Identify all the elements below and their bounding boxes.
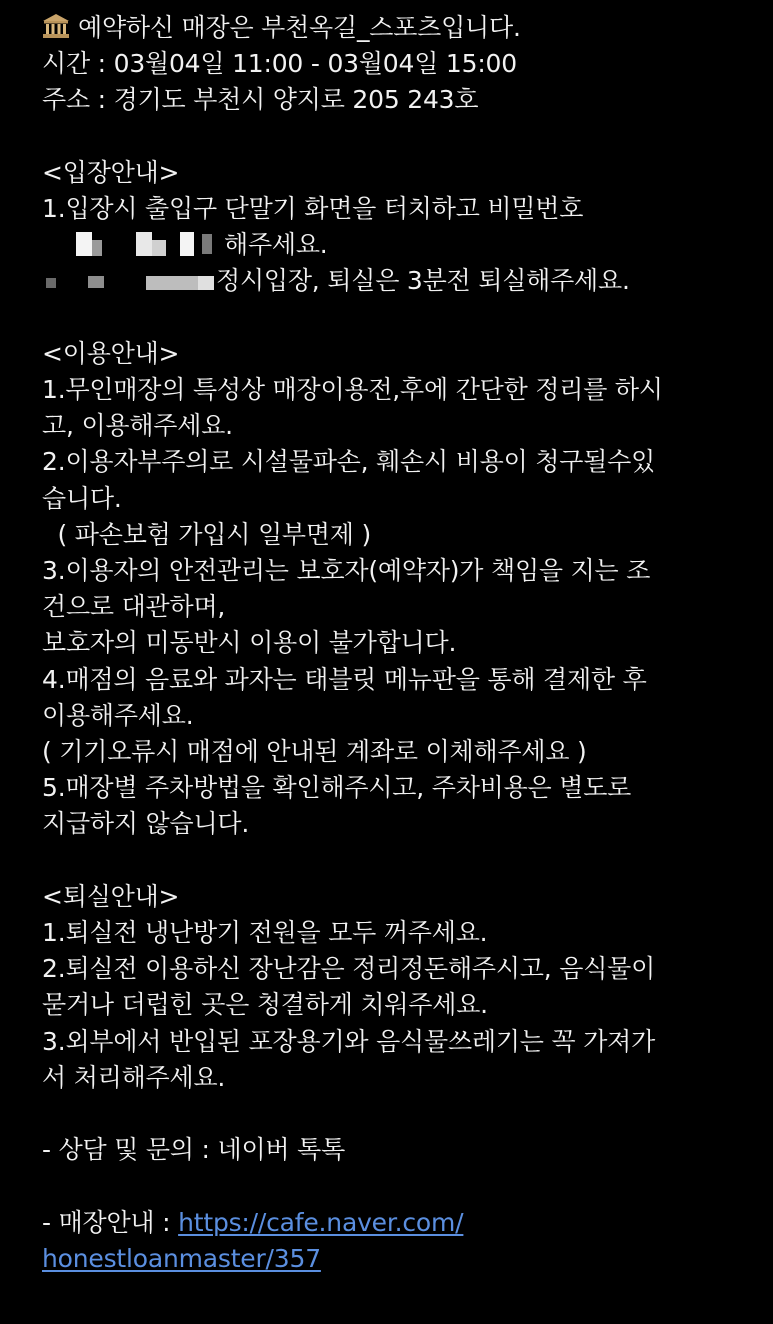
usage-line: 지급하지 않습니다.: [42, 809, 250, 839]
checkout-line: 2.퇴실전 이용하신 장난감은 정리정돈해주시고, 음식물이: [42, 954, 656, 984]
checkout-section-title: <퇴실안내>: [42, 881, 180, 911]
checkout-line: 3.외부에서 반입된 포장용기와 음식물쓰레기는 꼭 가져가: [42, 1026, 656, 1056]
usage-line: 고, 이용해주세요.: [42, 411, 233, 441]
time-line: 시간 : 03월04일 11:00 - 03월04일 15:00: [42, 49, 517, 79]
entry-section-title: <입장안내>: [42, 157, 180, 187]
store-info-line: [42, 1205, 742, 1241]
usage-line: 보호자의 미동반시 이용이 불가합니다.: [42, 628, 457, 658]
usage-line: ( 기기오류시 매점에 안내된 계좌로 이체해주세요 ): [42, 737, 587, 767]
usage-line: 이용해주세요.: [42, 700, 194, 730]
entry-line-2: [42, 227, 742, 263]
spacer: [42, 300, 742, 336]
usage-line: 1.무인매장의 특성상 매장이용전,후에 간단한 정리를 하시: [42, 375, 663, 404]
checkout-line: 서 처리해주세요.: [42, 1062, 226, 1092]
entry-line-3: [42, 263, 742, 299]
redacted-password: [46, 230, 224, 256]
classical-building-icon: [42, 13, 70, 39]
checkout-line: 1.퇴실전 냉난방기 전원을 모두 꺼주세요.: [42, 918, 488, 948]
store-info-link-continued: [42, 1241, 742, 1277]
spacer: [42, 1168, 742, 1204]
store-line: [42, 10, 742, 46]
usage-line: 건으로 대관하며,: [42, 592, 226, 622]
usage-line: 5.매장별 주차방법을 확인해주시고, 주차비용은 별도로: [42, 773, 632, 803]
store-info-prefix: - 매장안내 :: [42, 1207, 179, 1237]
usage-line: ( 파손보험 가입시 일부면제 ): [42, 519, 372, 549]
entry-line-2-text: 해주세요.: [224, 230, 328, 260]
usage-line: 2.이용자부주의로 시설물파손, 훼손시 비용이 청구될수있: [42, 447, 656, 477]
spacer: [42, 119, 742, 155]
checkout-line: 묻거나 더럽힌 곳은 청결하게 치워주세요.: [42, 990, 488, 1020]
message-body: [42, 10, 742, 1277]
spacer: [42, 1096, 742, 1132]
usage-section-title: <이용안내>: [42, 338, 180, 368]
entry-line-3-text: 정시입장, 퇴실은 3분전 퇴실해주세요.: [216, 266, 630, 296]
usage-line: 3.이용자의 안전관리는 보호자(예약자)가 책임을 지는 조: [42, 556, 651, 586]
usage-line: 습니다.: [42, 483, 122, 513]
usage-line: 4.매점의 음료와 과자는 태블릿 메뉴판을 통해 결제한 후: [42, 664, 647, 694]
redacted-entry-info: [42, 266, 216, 292]
store-name-text: 예약하신 매장은 부천옥길_스포츠입니다.: [78, 13, 521, 42]
store-info-link[interactable]: honestloanmaster/357: [42, 1243, 321, 1273]
entry-line-1: 1.입장시 출입구 단말기 화면을 터치하고 비밀번호: [42, 194, 584, 223]
spacer: [42, 843, 742, 879]
address-line: 주소 : 경기도 부천시 양지로 205 243호: [42, 85, 479, 115]
contact-line: - 상담 및 문의 : 네이버 톡톡: [42, 1135, 346, 1165]
store-info-link[interactable]: https://cafe.naver.com/: [178, 1207, 464, 1237]
